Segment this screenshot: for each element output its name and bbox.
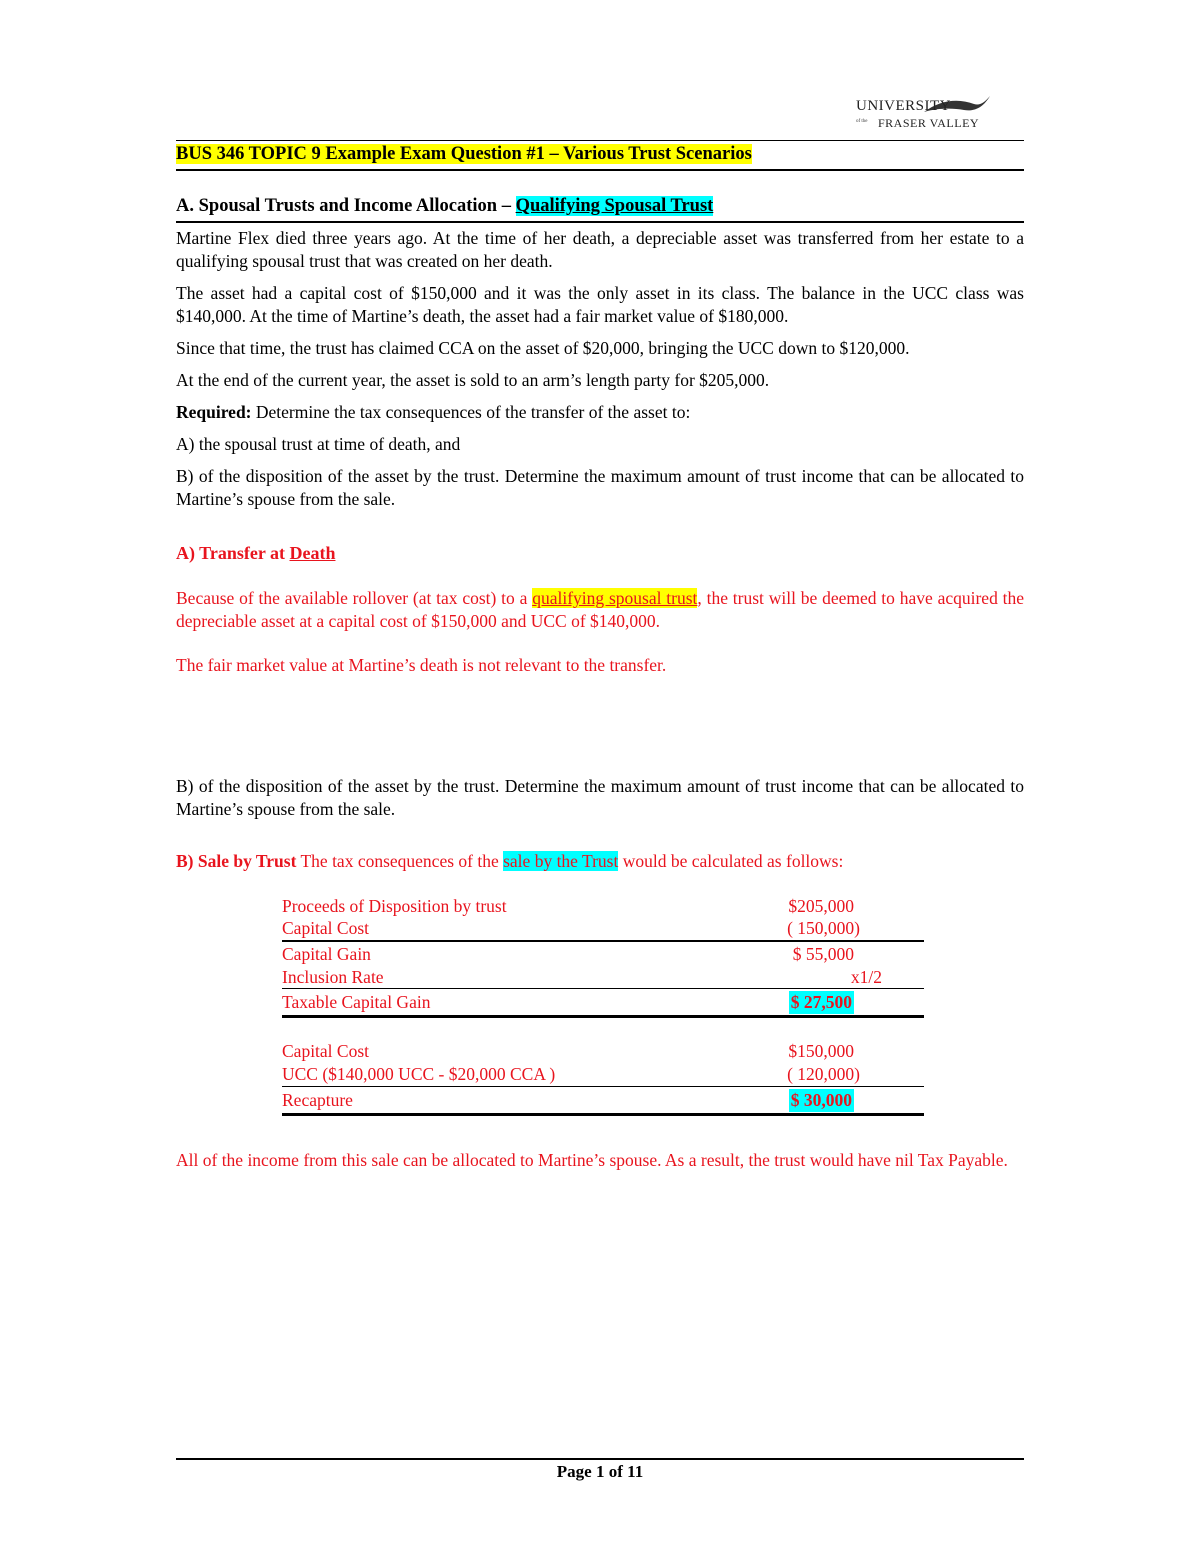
required-line (176, 401, 1024, 424)
row-label: Recapture (282, 1090, 353, 1110)
question-paragraph-3: Since that time, the trust has claimed CCA on the asset of $20,000, bringing the UCC down to $120,000. (176, 338, 910, 358)
question-paragraph-4: At the end of the current year, the asset is sold to an arm’s length party for $205,000. (176, 370, 770, 390)
logo-line1: UNIVERSITY (856, 98, 951, 114)
logo-small: of the (856, 119, 868, 124)
row-label: UCC ($140,000 UCC - $20,000 CCA ) (282, 1064, 556, 1084)
answer-a-head-prefix: A) Transfer at (176, 543, 290, 563)
answer-b-intro (176, 850, 1024, 873)
table-row (282, 895, 924, 918)
subtotal-rule (282, 940, 924, 942)
row-label: Capital Cost (282, 918, 370, 938)
required-item-b: B) of the disposition of the asset by the trust. Determine the maximum amount of trust income that can be allocated to Martine’s spouse from the sale. (176, 466, 1024, 509)
repeat-question-b: B) of the disposition of the asset by the trust. Determine the maximum amount of trust income that can be allocated to Martine’s spouse from the sale. (176, 776, 1024, 819)
document-title (176, 144, 752, 165)
total-rule (282, 1015, 924, 1018)
table-row (282, 1063, 924, 1086)
answer-a-heading (176, 543, 335, 564)
answer-b-heading: B) Sale by Trust (176, 851, 297, 871)
total-value: $ 27,500 (790, 992, 852, 1012)
title-text: BUS 346 TOPIC 9 Example Exam Question #1 – Various Trust Scenarios (176, 144, 752, 164)
header-rule (176, 140, 1024, 141)
answer-a-p1-highlight: qualifying spousal trust (532, 588, 698, 608)
answer-b-text-before: The tax consequences of the (296, 851, 504, 871)
title-rule (176, 169, 1024, 171)
row-label: Capital Cost (282, 1041, 370, 1061)
table-row (282, 917, 924, 940)
answer-b-conclusion: All of the income from this sale can be allocated to Martine’s spouse. As a result, the trust would have nil Tax Payable. (176, 1150, 1008, 1170)
row-value: ( 150,000) (787, 918, 860, 938)
total-value: $ 30,000 (790, 1090, 852, 1110)
required-text: Determine the tax consequences of the transfer of the asset to: (251, 402, 691, 422)
table-row (282, 1040, 924, 1063)
page-number: Page 1 of 11 (556, 1462, 644, 1481)
footer-rule (176, 1458, 1024, 1460)
row-label: Inclusion Rate (282, 967, 384, 987)
answer-a-p1-before: Because of the available rollover (at tax cost) to a (176, 588, 533, 608)
section-a-rule (176, 221, 1024, 223)
answer-a-paragraph-1 (176, 587, 1024, 633)
answer-b-text-highlight: sale by the Trust (503, 851, 619, 871)
subtotal-rule (282, 1086, 924, 1087)
answer-b-text-after: would be calculated as follows: (618, 851, 844, 871)
table-row (282, 966, 924, 989)
logo-line2: FRASER VALLEY (878, 116, 980, 130)
section-a-heading (176, 196, 713, 217)
row-value: $150,000 (788, 1041, 854, 1061)
required-item-a: A) the spousal trust at time of death, and (176, 434, 461, 454)
answer-a-head-link: Death (289, 543, 336, 563)
section-a-highlight: Qualifying Spousal Trust (515, 196, 714, 216)
row-label: Taxable Capital Gain (282, 992, 431, 1012)
answer-a-p1-after: , the trust will be deemed to have acquired the depreciable asset at a capital cost of $150,000 and UCC of $140,000. (176, 588, 1025, 631)
answer-a-paragraph-2: The fair market value at Martine’s death is not relevant to the transfer. (176, 655, 667, 675)
row-value: $ 55,000 (792, 944, 854, 964)
total-rule (282, 1113, 924, 1116)
required-label: Required: (176, 402, 252, 422)
section-a-prefix: A. Spousal Trusts and Income Allocation – (176, 196, 516, 216)
row-value: ( 120,000) (787, 1064, 860, 1084)
row-label: Capital Gain (282, 944, 371, 964)
university-logo (852, 92, 992, 134)
question-paragraph-1: Martine Flex died three years ago. At the time of her death, a depreciable asset was transferred from her estate to a qualifying spousal trust that was created on her death. (176, 228, 1024, 271)
table-row (282, 943, 924, 966)
row-value: $205,000 (788, 896, 854, 916)
table-row (282, 991, 924, 1014)
row-value: x1/2 (850, 967, 882, 987)
table-row (282, 1089, 924, 1112)
row-label: Proceeds of Disposition by trust (282, 896, 507, 916)
question-paragraph-2: The asset had a capital cost of $150,000 and it was the only asset in its class. The balance in the UCC class was $140,000. At the time of Martine’s death, the asset had a fair market value of $180,000. (176, 283, 1024, 326)
subtotal-rule (282, 988, 924, 989)
